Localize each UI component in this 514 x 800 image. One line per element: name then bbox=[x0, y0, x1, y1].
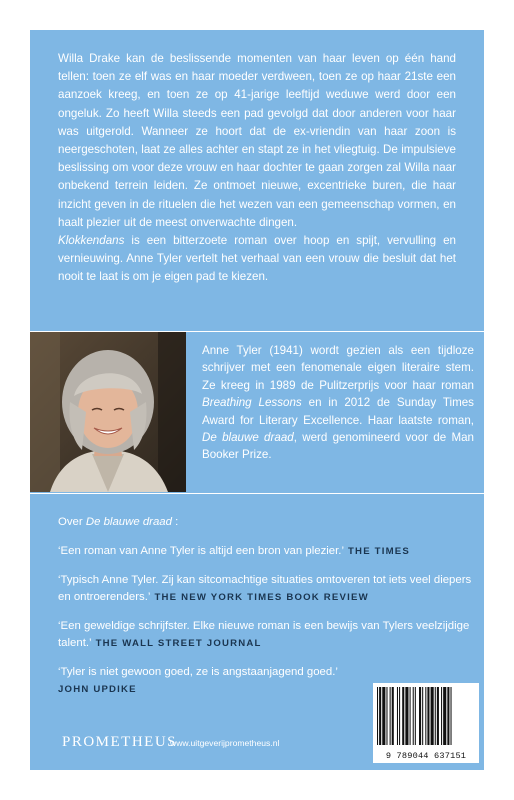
bio-text-2: en in 2012 de Sunday Times Award for Literary Excellence. Haar laatste roman, bbox=[202, 396, 474, 427]
barcode-bar bbox=[405, 687, 408, 745]
barcode-bar bbox=[397, 687, 398, 745]
review-source: THE TIMES bbox=[348, 546, 410, 557]
reviews-heading bbox=[58, 514, 478, 531]
reviews-heading-colon: : bbox=[171, 516, 179, 528]
barcode-number: 9 789044 637151 bbox=[385, 751, 467, 761]
press-reviews bbox=[58, 514, 478, 710]
barcode bbox=[373, 683, 479, 763]
review-quote: ‘Tyler is niet gewoon goed, ze is angstaanjagend goed.’ bbox=[58, 666, 338, 678]
publisher-logo: PROMETHEUS bbox=[62, 734, 178, 750]
divider-bottom bbox=[30, 493, 484, 494]
blurb-book-title: Klokkendans bbox=[58, 234, 125, 248]
barcode-bar bbox=[451, 687, 452, 745]
bio-book-1: Breathing Lessons bbox=[202, 396, 302, 410]
barcode-bar bbox=[422, 687, 423, 745]
bio-book-2: De blauwe draad bbox=[202, 431, 294, 445]
barcode-bar bbox=[390, 687, 391, 745]
barcode-bar bbox=[419, 687, 421, 745]
barcode-bar bbox=[382, 687, 385, 745]
review-source: JOHN UPDIKE bbox=[58, 684, 137, 695]
blurb-paragraph-1: Willa Drake kan de beslissende momenten van haar leven op één hand tellen: toen ze elf was en haar moeder verdween, toen ze op haar 21ste een aanzoek kreeg, en toen ze op 41-jarige leeftijd weduwe werd door een ongeluk. Zo heeft Willa steeds een pad gevolgd dat door anderen voor haar was uitgerold. Wanneer ze hoort dat de ex-vriendin van haar zoon is neergeschoten, laat ze alles achter en stapt ze in het vliegtuig. De impulsieve beslissing om voor deze vrouw en haar dochter te gaan zorgen zal Willa naar onbekend terrein leiden. Ze ontmoet nieuwe, excentrieke buren, die haar inzicht geven in de rituelen die het wezen van een gemeenschap vormen, en haalt plezier uit de meest onverwachte dingen. bbox=[58, 52, 456, 229]
review-item bbox=[58, 543, 478, 560]
review-quote: ‘Een roman van Anne Tyler is altijd een bron van plezier.’ bbox=[58, 545, 344, 557]
barcode-bar bbox=[377, 687, 378, 745]
barcode-bar bbox=[437, 687, 439, 745]
review-item bbox=[58, 618, 478, 652]
barcode-bar bbox=[392, 687, 394, 745]
book-blurb bbox=[30, 30, 484, 330]
barcode-bars bbox=[377, 687, 475, 745]
barcode-bar bbox=[415, 687, 416, 745]
barcode-bar bbox=[427, 687, 429, 745]
publisher-url: www.uitgeverijprometheus.nl bbox=[170, 738, 280, 748]
bio-text-1: Anne Tyler (1941) wordt gezien als een tijdloze schrijver met een fenomenale eigen literaire stem. Ze kreeg in 1989 de Pulitzerprijs voor haar roman bbox=[202, 344, 474, 392]
blurb-paragraph-2-text: is een bitterzoete roman over hoop en spijt, vervulling en vernieuwing. Anne Tyler vertelt het verhaal van een vrouw die besluit dat het nooit te laat is om je eigen pad te kiezen. bbox=[58, 234, 456, 284]
blurb-paragraph-2 bbox=[58, 232, 456, 287]
bio-text-3: , werd genomineerd voor de Man Booker Prize. bbox=[202, 431, 474, 462]
author-photo bbox=[30, 332, 186, 492]
author-bio bbox=[202, 342, 474, 464]
barcode-bar bbox=[443, 687, 446, 745]
review-quote: ‘Typisch Anne Tyler. Zij kan sitcomachtige situaties omtoveren tot iets veel diepers en ontroerenders.’ bbox=[58, 574, 472, 603]
barcode-bar bbox=[402, 687, 404, 745]
barcode-bar bbox=[431, 687, 434, 745]
reviews-heading-book: De blauwe draad bbox=[85, 516, 172, 528]
barcode-bar bbox=[399, 687, 400, 745]
barcode-bar bbox=[425, 687, 426, 745]
barcode-bar bbox=[435, 687, 436, 745]
barcode-bar bbox=[441, 687, 442, 745]
barcode-bar bbox=[386, 687, 387, 745]
reviews-heading-label: Over bbox=[58, 516, 86, 528]
barcode-bar bbox=[410, 687, 411, 745]
barcode-bar bbox=[447, 687, 449, 745]
review-source: THE WALL STREET JOURNAL bbox=[95, 638, 262, 649]
barcode-bar bbox=[413, 687, 414, 745]
author-portrait-image bbox=[30, 332, 186, 492]
review-source: THE NEW YORK TIMES BOOK REVIEW bbox=[154, 592, 369, 603]
review-item bbox=[58, 572, 478, 606]
barcode-bar bbox=[379, 687, 381, 745]
review-quote: ‘Een geweldige schrijfster. Elke nieuwe roman is een bewijs van Tylers veelzijdige talent.’ bbox=[58, 620, 470, 649]
review-item bbox=[58, 664, 358, 698]
